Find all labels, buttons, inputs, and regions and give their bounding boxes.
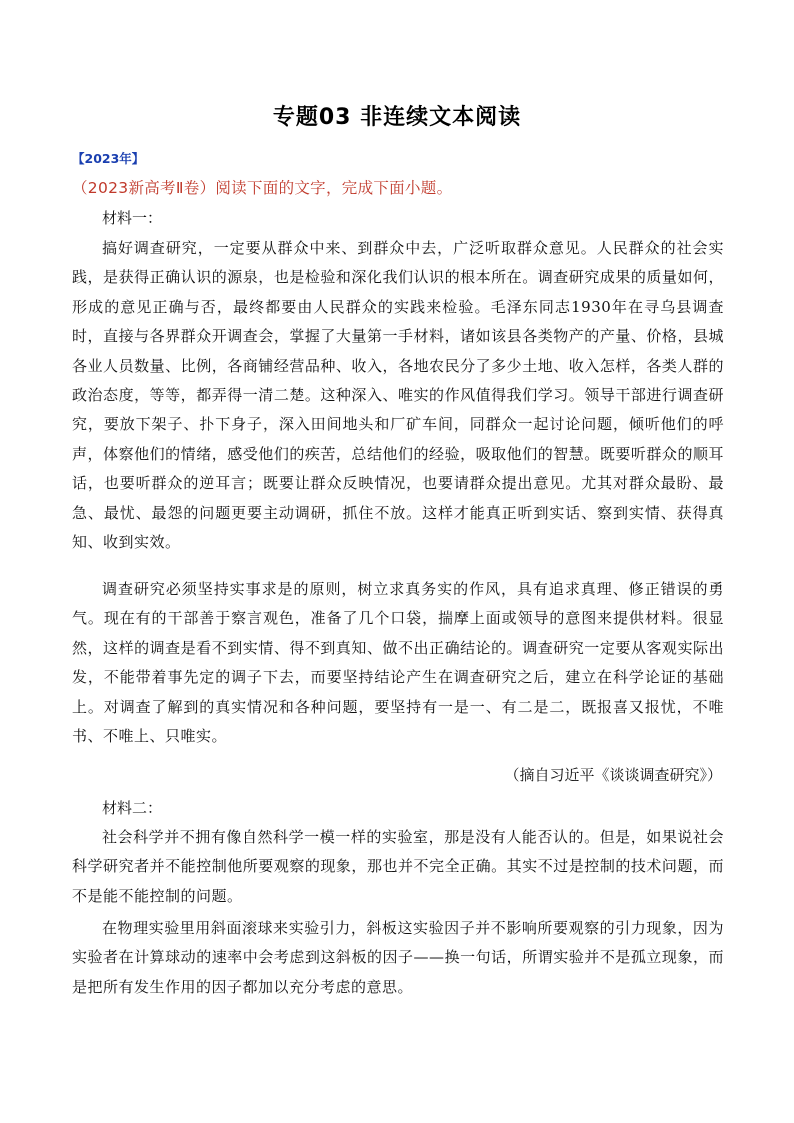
question-intro: （2023新高考Ⅱ卷）阅读下面的文字，完成下面小题。 [72,179,453,197]
material-one-source: （摘自习近平《谈谈调查研究》） [504,766,722,784]
material-two-paragraph-2: 在物理实验里用斜面滚球来实验引力，斜板这实验因子并不影响所要观察的引力现象，因为实验者在计算球动的速率中会考虑到这斜板的因子——换一句话，所谓实验并不是孤立现象，而是把所有发生作用的因子都加以充分考虑的意思。 [72,919,724,996]
material-two-label: 材料二： [102,799,163,817]
material-one-paragraph-2: 调查研究必须坚持实事求是的原则，树立求真务实的作风，具有追求真理、修正错误的勇气。现在有的干部善于察言观色，准备了几个口袋，揣摩上面或领导的意图来提供材料。很显然，这样的调查是看不到实情、得不到真知、做不出正确结论的。调查研究一定要从客观实际出发，不能带着事先定的调子下去，而要坚持结论产生在调查研究之后，建立在科学论证的基础上。对调查了解到的真实情况和各种问题，要坚持有一是一、有二是二，既报喜又报忧，不唯书、不唯上、只唯实。 [72,580,724,746]
material-two-paragraph-1: 社会科学并不拥有像自然科学一模一样的实验室，那是没有人能否认的。但是，如果说社会科学研究者并不能控制他所要观察的现象，那也并不完全正确。其实不过是控制的技术问题，而不是能不能控制的问题。 [72,828,724,905]
material-one-paragraph-1: 搞好调查研究，一定要从群众中来、到群众中去，广泛听取群众意见。人民群众的社会实践，是获得正确认识的源泉，也是检验和深化我们认识的根本所在。调查研究成果的质量如何，形成的意见正确与否，最终都要由人民群众的实践来检验。毛泽东同志1930年在寻乌县调查时，直接与各界群众开调查会，掌握了大量第一手材料，诸如该县各类物产的产量、价格，县城各业人员数量、比例，各商铺经营品种、收入，各地农民分了多少土地、收入怎样，各类人群的政治态度，等等，都弄得一清二楚。这种深入、唯实的作风值得我们学习。领导干部进行调查研究，要放下架子、扑下身子，深入田间地头和厂矿车间，同群众一起讨论问题，倾听他们的呼声，体察他们的情绪，感受他们的疾苦，总结他们的经验，吸取他们的智慧。既要听群众的顺耳话，也要听群众的逆耳言；既要让群众反映情况，也要请群众提出意见。尤其对群众最盼、最急、最忧、最怨的问题更要主动调研，抓住不放。这样才能真正听到实话、察到实情、获得真知、收到实效。 [72,239,724,552]
page-title: 专题03 非连续文本阅读 [272,105,522,130]
material-one-label: 材料一： [102,209,163,227]
year-tag: 【2023年】 [72,151,145,166]
